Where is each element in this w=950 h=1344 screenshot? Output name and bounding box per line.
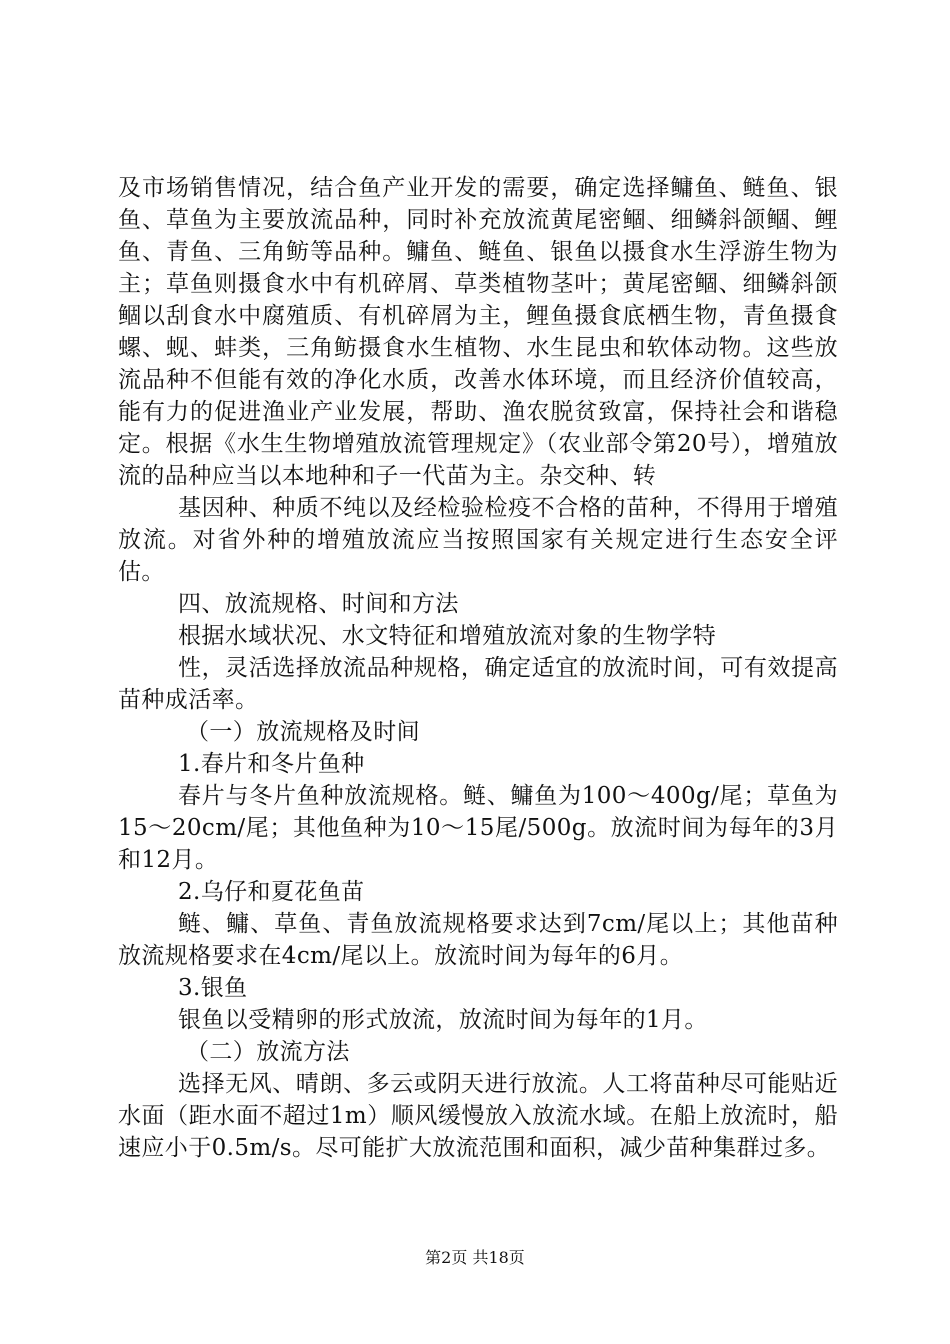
item-heading-fry: 2.乌仔和夏花鱼苗 — [178, 879, 365, 905]
paragraph-fingerling-spec: 春片与冬片鱼种放流规格。鲢、鳙鱼为100～400g/尾；草鱼为15～20cm/尾；其他鱼种为10～15尾/500g。放流时间为每年的3月和12月。 — [118, 783, 838, 873]
page-number-footer: 第2页 共18页 — [425, 1248, 525, 1267]
paragraph-icefish-spec: 银鱼以受精卵的形式放流，放流时间为每年的1月。 — [178, 1007, 708, 1033]
section-heading-release-spec: 四、放流规格、时间和方法 — [178, 591, 459, 617]
paragraph-release-method: 选择无风、晴朗、多云或阴天进行放流。人工将苗种尽可能贴近水面（距水面不超过1m）顺风缓慢放入放流水域。在船上放流时，船速应小于0.5m/s。尽可能扩大放流范围和面积，减少苗种集群过多。 — [118, 1071, 838, 1161]
paragraph-fry-spec: 鲢、鳙、草鱼、青鱼放流规格要求达到7cm/尾以上；其他苗种放流规格要求在4cm/尾以上。放流时间为每年的6月。 — [118, 911, 838, 969]
paragraph-survival-rate: 性，灵活选择放流品种规格，确定适宜的放流时间，可有效提高苗种成活率。 — [118, 655, 838, 713]
subheading-release-method: （二）放流方法 — [186, 1039, 350, 1065]
document-body — [118, 172, 838, 1164]
paragraph-genetic-restrictions: 基因种、种质不纯以及经检验检疫不合格的苗种，不得用于增殖放流。对省外种的增殖放流应当按照国家有关规定进行生态安全评估。 — [118, 495, 838, 585]
subheading-spec-and-time: （一）放流规格及时间 — [186, 719, 420, 745]
paragraph-waterbody-conditions: 根据水域状况、水文特征和增殖放流对象的生物学特 — [178, 623, 717, 649]
item-heading-fingerlings: 1.春片和冬片鱼种 — [178, 751, 365, 777]
item-heading-icefish: 3.银鱼 — [178, 975, 248, 1001]
paragraph-fish-species: 及市场销售情况，结合鱼产业开发的需要，确定选择鳙鱼、鲢鱼、银鱼、草鱼为主要放流品种，同时补充放流黄尾密鲴、细鳞斜颌鲴、鲤鱼、青鱼、三角鲂等品种。鳙鱼、鲢鱼、银鱼以摄食水生浮游生物为主；草鱼则摄食水中有机碎屑、草类植物茎叶；黄尾密鲴、细鳞斜颌鲴以刮食水中腐殖质、有机碎屑为主，鲤鱼摄食底栖生物，青鱼摄食螺、蚬、蚌类，三角鲂摄食水生植物、水生昆虫和软体动物。这些放流品种不但能有效的净化水质，改善水体环境，而且经济价值较高，能有力的促进渔业产业发展，帮助、渔农脱贫致富，保持社会和谐稳定。根据《水生生物增殖放流管理规定》（农业部令第20号），增殖放流的品种应当以本地种和子一代苗为主。杂交种、转 — [118, 175, 838, 489]
